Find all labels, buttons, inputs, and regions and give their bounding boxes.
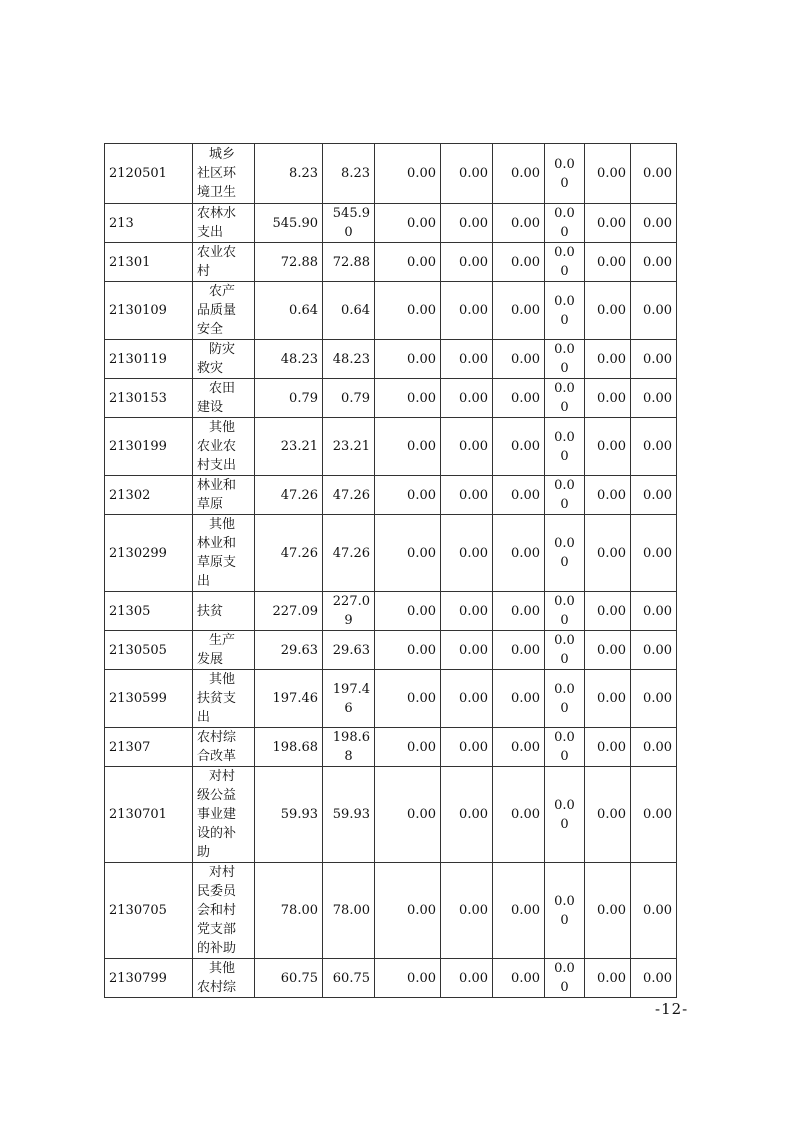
amount-cell: 0.00 <box>493 379 545 418</box>
subject-name-line: 草原 <box>197 497 224 512</box>
amount-cell: 0.00 <box>585 379 631 418</box>
amount-cell: 0.00 <box>493 418 545 476</box>
subject-name-line: 农林水 <box>197 206 237 221</box>
amount-cell <box>545 282 585 340</box>
subject-name-line: 社区环 <box>197 166 237 181</box>
amount-cell <box>545 959 585 998</box>
amount-cell-line: 9 <box>344 613 353 628</box>
subject-name-cell <box>193 418 255 476</box>
amount-cell: 0.00 <box>631 592 677 631</box>
subject-name-cell <box>193 476 255 515</box>
amount-cell: 0.00 <box>585 728 631 767</box>
table-row <box>105 631 677 670</box>
amount-cell <box>545 204 585 243</box>
amount-cell <box>545 144 585 204</box>
amount-cell: 0.00 <box>493 515 545 592</box>
amount-cell-line: 0 <box>560 652 569 667</box>
subject-name-cell <box>193 243 255 282</box>
subject-name-cell <box>193 340 255 379</box>
amount-cell: 0.00 <box>441 515 493 592</box>
subject-name-line: 农村综 <box>197 730 237 745</box>
subject-name-cell <box>193 204 255 243</box>
amount-cell: 545.90 <box>255 204 323 243</box>
amount-cell <box>545 379 585 418</box>
subject-code-cell: 2130705 <box>105 863 193 959</box>
subject-name-line: 农产 <box>209 284 236 299</box>
amount-cell: 0.00 <box>441 863 493 959</box>
amount-cell: 0.00 <box>441 243 493 282</box>
amount-cell <box>545 592 585 631</box>
subject-name-line: 支出 <box>197 225 224 240</box>
subject-name-cell <box>193 592 255 631</box>
subject-name-line: 设的补 <box>197 826 237 841</box>
amount-cell: 0.00 <box>493 959 545 998</box>
amount-cell: 0.00 <box>441 631 493 670</box>
table-row <box>105 863 677 959</box>
amount-cell: 0.00 <box>631 418 677 476</box>
amount-cell: 0.00 <box>631 863 677 959</box>
amount-cell: 60.75 <box>323 959 375 998</box>
amount-cell <box>545 418 585 476</box>
subject-code-cell: 2130701 <box>105 767 193 863</box>
subject-name-line: 出 <box>197 574 211 589</box>
subject-code-cell: 2130599 <box>105 670 193 728</box>
subject-name-line: 扶贫支 <box>197 691 237 706</box>
subject-name-line: 防灾 <box>209 342 236 357</box>
subject-code-cell: 2130153 <box>105 379 193 418</box>
amount-cell: 29.63 <box>255 631 323 670</box>
amount-cell: 0.00 <box>441 670 493 728</box>
amount-cell: 0.00 <box>585 204 631 243</box>
amount-cell: 0.00 <box>493 767 545 863</box>
amount-cell-line: 6 <box>344 700 353 716</box>
subject-name-line: 村支出 <box>197 458 237 473</box>
subject-name-cell <box>193 515 255 592</box>
amount-cell <box>545 515 585 592</box>
subject-code-cell: 2130119 <box>105 340 193 379</box>
table-row <box>105 592 677 631</box>
subject-code-cell: 2130799 <box>105 959 193 998</box>
amount-cell-line: 0.0 <box>554 206 575 221</box>
subject-name-line: 助 <box>197 845 211 860</box>
subject-name-line: 农业农 <box>197 439 237 454</box>
table-row <box>105 670 677 728</box>
subject-code-cell: 2130505 <box>105 631 193 670</box>
amount-cell-line: 0.0 <box>554 536 575 551</box>
subject-name-line: 村 <box>197 264 211 279</box>
subject-name-line: 对村 <box>209 865 236 880</box>
table-row <box>105 204 677 243</box>
subject-name-line: 扶贫 <box>197 603 224 619</box>
amount-cell-line: 0 <box>560 400 569 415</box>
subject-name-line: 发展 <box>197 652 224 667</box>
subject-name-cell <box>193 670 255 728</box>
amount-cell: 0.00 <box>585 959 631 998</box>
budget-table <box>104 143 677 998</box>
table-row <box>105 379 677 418</box>
amount-cell: 0.00 <box>585 592 631 631</box>
amount-cell-line: 0.0 <box>554 293 575 309</box>
amount-cell-line: 0 <box>344 225 353 240</box>
amount-cell: 0.00 <box>493 282 545 340</box>
amount-cell-line: 0.0 <box>554 381 575 396</box>
amount-cell: 0.00 <box>493 631 545 670</box>
amount-cell: 0.00 <box>631 204 677 243</box>
amount-cell: 0.00 <box>493 204 545 243</box>
amount-cell-line: 0.0 <box>554 245 575 260</box>
amount-cell: 0.00 <box>493 670 545 728</box>
amount-cell: 0.00 <box>441 144 493 204</box>
amount-cell <box>323 728 375 767</box>
table-row <box>105 144 677 204</box>
amount-cell: 0.00 <box>631 243 677 282</box>
amount-cell-line: 0 <box>560 448 569 464</box>
amount-cell-line: 198.6 <box>332 730 370 745</box>
subject-name-line: 安全 <box>197 322 224 337</box>
subject-name-line: 合改革 <box>197 749 237 764</box>
subject-code-cell: 2130299 <box>105 515 193 592</box>
amount-cell-line: 0 <box>560 225 569 240</box>
amount-cell: 0.00 <box>585 767 631 863</box>
amount-cell: 0.00 <box>631 340 677 379</box>
amount-cell-line: 0.0 <box>554 594 575 609</box>
table-row <box>105 767 677 863</box>
amount-cell-line: 0 <box>560 700 569 716</box>
amount-cell-line: 0 <box>560 912 569 928</box>
amount-cell-line: 197.4 <box>332 681 370 697</box>
amount-cell: 0.00 <box>441 282 493 340</box>
amount-cell: 0.00 <box>585 144 631 204</box>
table-body <box>105 144 677 998</box>
amount-cell <box>323 670 375 728</box>
subject-code-cell: 2120501 <box>105 144 193 204</box>
amount-cell-line: 0 <box>560 497 569 512</box>
subject-name-cell <box>193 282 255 340</box>
amount-cell: 72.88 <box>255 243 323 282</box>
subject-name-cell <box>193 144 255 204</box>
amount-cell-line: 0.0 <box>554 429 575 445</box>
amount-cell: 0.00 <box>375 959 441 998</box>
subject-name-line: 生产 <box>209 633 236 648</box>
amount-cell <box>545 243 585 282</box>
amount-cell: 0.00 <box>441 959 493 998</box>
amount-cell: 0.00 <box>375 144 441 204</box>
amount-cell <box>545 631 585 670</box>
subject-code-cell: 21301 <box>105 243 193 282</box>
amount-cell: 0.00 <box>585 863 631 959</box>
table-row <box>105 515 677 592</box>
amount-cell: 0.00 <box>631 670 677 728</box>
subject-code-cell: 21305 <box>105 592 193 631</box>
subject-name-line: 的补助 <box>197 941 237 956</box>
amount-cell: 0.00 <box>375 631 441 670</box>
amount-cell: 78.00 <box>255 863 323 959</box>
amount-cell: 0.00 <box>493 728 545 767</box>
amount-cell: 0.00 <box>441 204 493 243</box>
amount-cell: 0.00 <box>631 144 677 204</box>
amount-cell: 72.88 <box>323 243 375 282</box>
amount-cell-line: 0 <box>560 980 569 995</box>
amount-cell: 0.00 <box>493 476 545 515</box>
subject-name-cell <box>193 767 255 863</box>
amount-cell-line: 0 <box>560 175 569 191</box>
amount-cell-line: 0 <box>560 816 569 832</box>
amount-cell: 0.00 <box>441 728 493 767</box>
subject-code-cell: 2130109 <box>105 282 193 340</box>
amount-cell: 0.00 <box>585 476 631 515</box>
amount-cell: 8.23 <box>323 144 375 204</box>
amount-cell-line: 227.0 <box>332 594 370 609</box>
amount-cell: 0.64 <box>255 282 323 340</box>
subject-code-cell: 21307 <box>105 728 193 767</box>
amount-cell: 0.00 <box>631 767 677 863</box>
amount-cell: 0.00 <box>585 515 631 592</box>
amount-cell: 0.00 <box>585 243 631 282</box>
amount-cell-line: 545.9 <box>332 206 370 221</box>
amount-cell: 0.00 <box>375 767 441 863</box>
subject-name-line: 品质量 <box>197 303 237 318</box>
table-row <box>105 476 677 515</box>
amount-cell <box>323 592 375 631</box>
amount-cell: 0.00 <box>375 204 441 243</box>
subject-name-line: 城乡 <box>209 147 236 162</box>
subject-name-line: 农田 <box>209 381 236 396</box>
amount-cell <box>545 340 585 379</box>
amount-cell: 0.00 <box>631 282 677 340</box>
table-row <box>105 282 677 340</box>
amount-cell <box>545 863 585 959</box>
amount-cell-line: 8 <box>344 749 353 764</box>
subject-name-line: 对村 <box>209 769 236 784</box>
amount-cell-line: 0.0 <box>554 730 575 745</box>
amount-cell: 0.00 <box>631 728 677 767</box>
amount-cell: 0.00 <box>585 631 631 670</box>
subject-name-line: 事业建 <box>197 807 237 822</box>
amount-cell: 0.00 <box>441 340 493 379</box>
amount-cell: 0.00 <box>493 243 545 282</box>
amount-cell: 8.23 <box>255 144 323 204</box>
amount-cell: 0.79 <box>323 379 375 418</box>
amount-cell: 60.75 <box>255 959 323 998</box>
amount-cell: 0.00 <box>631 379 677 418</box>
amount-cell: 0.00 <box>375 243 441 282</box>
amount-cell: 0.00 <box>375 282 441 340</box>
subject-name-line: 级公益 <box>197 788 237 803</box>
amount-cell: 198.68 <box>255 728 323 767</box>
amount-cell: 0.00 <box>631 959 677 998</box>
amount-cell: 0.00 <box>441 476 493 515</box>
table-row <box>105 959 677 998</box>
amount-cell: 59.93 <box>255 767 323 863</box>
amount-cell: 0.64 <box>323 282 375 340</box>
amount-cell: 47.26 <box>255 515 323 592</box>
amount-cell <box>545 476 585 515</box>
amount-cell: 0.00 <box>375 418 441 476</box>
amount-cell: 59.93 <box>323 767 375 863</box>
amount-cell: 47.26 <box>323 515 375 592</box>
subject-name-cell <box>193 959 255 998</box>
table-row <box>105 728 677 767</box>
subject-name-line: 林业和 <box>197 536 237 551</box>
amount-cell: 0.00 <box>375 863 441 959</box>
amount-cell <box>545 670 585 728</box>
subject-name-line: 草原支 <box>197 555 237 570</box>
amount-cell: 0.00 <box>375 592 441 631</box>
amount-cell: 47.26 <box>323 476 375 515</box>
amount-cell-line: 0 <box>560 264 569 279</box>
subject-name-cell <box>193 728 255 767</box>
subject-name-line: 境卫生 <box>197 185 237 200</box>
table-row <box>105 340 677 379</box>
amount-cell-line: 0 <box>560 361 569 376</box>
amount-cell: 0.00 <box>441 418 493 476</box>
amount-cell: 0.00 <box>631 631 677 670</box>
subject-name-line: 救灾 <box>197 361 224 376</box>
subject-code-cell: 21302 <box>105 476 193 515</box>
amount-cell: 0.00 <box>375 476 441 515</box>
amount-cell: 0.00 <box>585 340 631 379</box>
amount-cell: 23.21 <box>255 418 323 476</box>
amount-cell-line: 0.0 <box>554 342 575 357</box>
amount-cell: 48.23 <box>323 340 375 379</box>
amount-cell-line: 0.0 <box>554 681 575 697</box>
subject-name-line: 农村综 <box>197 980 237 995</box>
subject-name-cell <box>193 379 255 418</box>
amount-cell: 0.00 <box>585 282 631 340</box>
amount-cell: 23.21 <box>323 418 375 476</box>
amount-cell: 0.00 <box>493 340 545 379</box>
amount-cell: 227.09 <box>255 592 323 631</box>
amount-cell-line: 0 <box>560 613 569 628</box>
amount-cell: 0.00 <box>493 863 545 959</box>
subject-code-cell: 2130199 <box>105 418 193 476</box>
amount-cell: 0.00 <box>631 515 677 592</box>
amount-cell: 0.00 <box>493 592 545 631</box>
amount-cell: 0.00 <box>441 592 493 631</box>
amount-cell: 78.00 <box>323 863 375 959</box>
subject-name-line: 其他 <box>209 420 236 435</box>
amount-cell: 48.23 <box>255 340 323 379</box>
table-row <box>105 418 677 476</box>
subject-name-line: 林业和 <box>197 478 237 493</box>
amount-cell: 0.00 <box>375 340 441 379</box>
amount-cell: 0.00 <box>493 144 545 204</box>
subject-code-cell: 213 <box>105 204 193 243</box>
subject-name-line: 其他 <box>209 517 236 532</box>
subject-name-cell <box>193 631 255 670</box>
amount-cell: 0.00 <box>585 670 631 728</box>
subject-name-line: 其他 <box>209 961 236 976</box>
amount-cell <box>545 728 585 767</box>
amount-cell: 29.63 <box>323 631 375 670</box>
amount-cell: 0.00 <box>631 476 677 515</box>
table-row <box>105 243 677 282</box>
amount-cell-line: 0.0 <box>554 478 575 493</box>
amount-cell-line: 0 <box>560 749 569 764</box>
subject-name-cell <box>193 863 255 959</box>
amount-cell: 0.00 <box>441 767 493 863</box>
amount-cell: 197.46 <box>255 670 323 728</box>
amount-cell: 0.00 <box>585 418 631 476</box>
subject-name-line: 出 <box>197 710 211 725</box>
subject-name-line: 党支部 <box>197 922 237 937</box>
amount-cell <box>323 204 375 243</box>
amount-cell-line: 0 <box>560 555 569 570</box>
page-number: -12- <box>655 1000 689 1018</box>
amount-cell: 47.26 <box>255 476 323 515</box>
amount-cell: 0.00 <box>375 379 441 418</box>
amount-cell-line: 0.0 <box>554 633 575 648</box>
subject-name-line: 其他 <box>209 672 236 687</box>
amount-cell: 0.00 <box>441 379 493 418</box>
amount-cell: 0.00 <box>375 670 441 728</box>
subject-name-line: 会和村 <box>197 903 237 918</box>
amount-cell <box>545 767 585 863</box>
amount-cell-line: 0.0 <box>554 893 575 909</box>
amount-cell: 0.79 <box>255 379 323 418</box>
subject-name-line: 民委员 <box>197 884 237 899</box>
amount-cell-line: 0.0 <box>554 797 575 813</box>
subject-name-line: 农业农 <box>197 245 237 260</box>
subject-name-line: 建设 <box>197 400 224 415</box>
amount-cell-line: 0.0 <box>554 156 575 172</box>
amount-cell: 0.00 <box>375 728 441 767</box>
amount-cell-line: 0.0 <box>554 961 575 976</box>
amount-cell-line: 0 <box>560 312 569 328</box>
amount-cell: 0.00 <box>375 515 441 592</box>
